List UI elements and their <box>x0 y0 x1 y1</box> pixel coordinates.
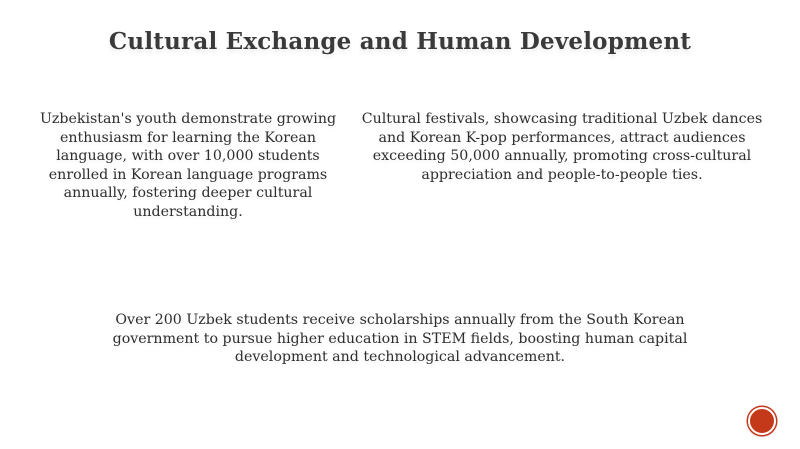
slide-nav-circle-icon[interactable] <box>748 407 776 435</box>
paragraph-korean-language: Uzbekistan's youth demonstrate growing enthusiasm for learning the Korean language, with over 10,000 students enrolled in Korean language programs annually, fostering deeper cultural understanding. <box>39 111 337 220</box>
slide-title: Cultural Exchange and Human Development <box>108 28 692 55</box>
paragraph-scholarships: Over 200 Uzbek students receive scholarships annually from the South Korean government to pursue higher education in STEM fields, boosting human capital development and technological advancement. <box>112 312 688 366</box>
paragraph-cultural-festivals: Cultural festivals, showcasing traditional Uzbek dances and Korean K-pop performances, attract audiences exceeding 50,000 annually, promoting cross-cultural appreciation and people-to-people ties. <box>361 111 763 183</box>
